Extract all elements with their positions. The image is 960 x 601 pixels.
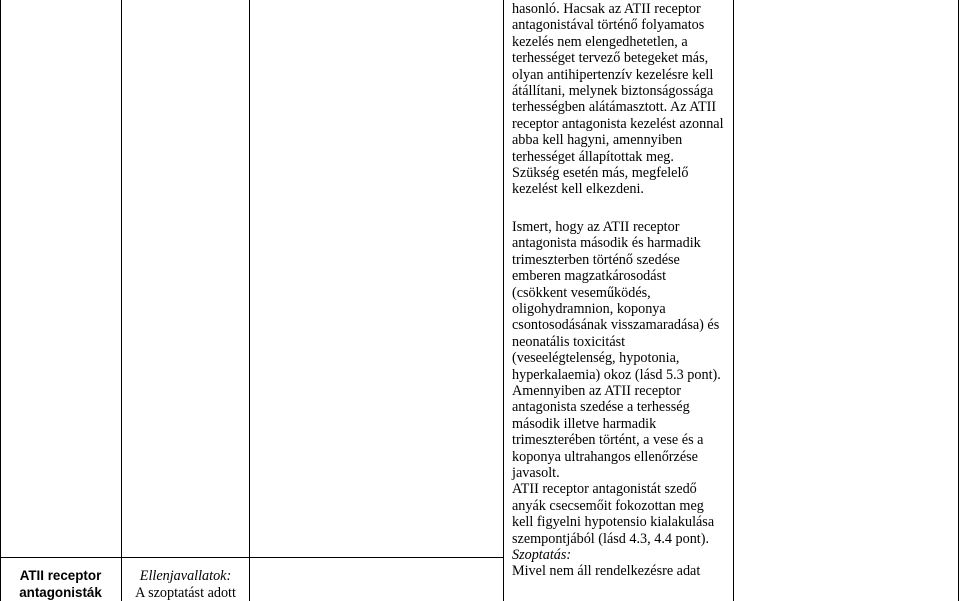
text-line: Ismert, hogy az ATII receptor <box>512 218 680 235</box>
breastfeeding-label: Szoptatás: <box>512 547 572 563</box>
row-label-line1: ATII receptor <box>19 568 102 583</box>
table-border-right <box>958 0 959 601</box>
column-divider-1 <box>121 0 122 601</box>
row-divider <box>0 557 503 558</box>
column-divider-3 <box>503 0 504 601</box>
text-line: terhességben alátámasztott. Az ATII <box>512 99 717 116</box>
text-line: koponya ultrahangos ellenőrzése <box>512 448 698 465</box>
column-divider-2 <box>249 0 250 601</box>
text-line: átállítani, melynek biztonságossága <box>512 83 714 100</box>
text-line: antagonista szedése a terhesség <box>512 399 690 416</box>
text-line: trimeszterben történő szedése <box>512 251 680 268</box>
text-line: ATII receptor antagonistát szedő <box>512 481 697 498</box>
text-line: oligohydramnion, koponya <box>512 300 666 317</box>
text-line: kell figyelni hypotensio kialakulása <box>512 514 715 531</box>
text-line: hasonló. Hacsak az ATII receptor <box>512 1 701 17</box>
text-line: anyák csecsemőit fokozottan meg <box>512 497 704 514</box>
text-line: emberen magzatkárosodást <box>512 268 667 285</box>
text-line: terhességet tervező betegeket más, <box>512 50 709 67</box>
text-line: (csökkent veseműködés, <box>512 284 651 301</box>
text-line: olyan antihipertenzív kezelésre kell <box>512 66 714 83</box>
contraindications-label: Ellenjavallatok: <box>139 568 232 584</box>
text-line: abba kell hagyni, amennyiben <box>512 132 683 149</box>
text-line: neonatális toxicitást <box>512 333 626 350</box>
text-line: csontosodásának visszamaradása) és <box>512 317 720 334</box>
text-line: (veseelégtelenség, hypotonia, <box>512 350 680 367</box>
text-line: Amennyiben az ATII receptor <box>512 382 681 399</box>
text-line: antagonistával történő folyamatos <box>512 17 705 34</box>
contraindications-text: A szoptatást adott <box>135 584 236 601</box>
contraindications-cell <box>122 568 249 601</box>
text-line: javasolt. <box>512 464 560 481</box>
row-label-line2: antagonisták <box>19 584 102 600</box>
text-line: antagonista második és harmadik <box>512 235 701 252</box>
text-line: hyperkalaemia) okoz (lásd 5.3 pont). <box>512 366 721 383</box>
text-line: trimeszterében történt, a vese és a <box>512 432 704 449</box>
text-line: szempontjából (lásd 4.3, 4.4 pont). <box>512 530 710 547</box>
pregnancy-text-column <box>512 1 734 580</box>
text-line: kezelés nem elengedhetetlen, a <box>512 33 688 50</box>
table-border-left <box>0 0 1 601</box>
text-line: Szükség esetén más, megfelelő <box>512 165 689 182</box>
paragraph-fetal-toxicity <box>512 219 734 547</box>
text-line: második illetve harmadik <box>512 415 657 432</box>
row-label-cell <box>0 568 121 601</box>
paragraph-planning-pregnancy <box>512 1 734 198</box>
text-line: receptor antagonista kezelést azonnal <box>512 115 724 132</box>
breastfeeding-text: Mivel nem áll rendelkezésre adat <box>512 563 701 580</box>
text-line: terhességet állapítottak meg. <box>512 148 674 165</box>
text-line: kezelést kell elkezdeni. <box>512 181 644 198</box>
